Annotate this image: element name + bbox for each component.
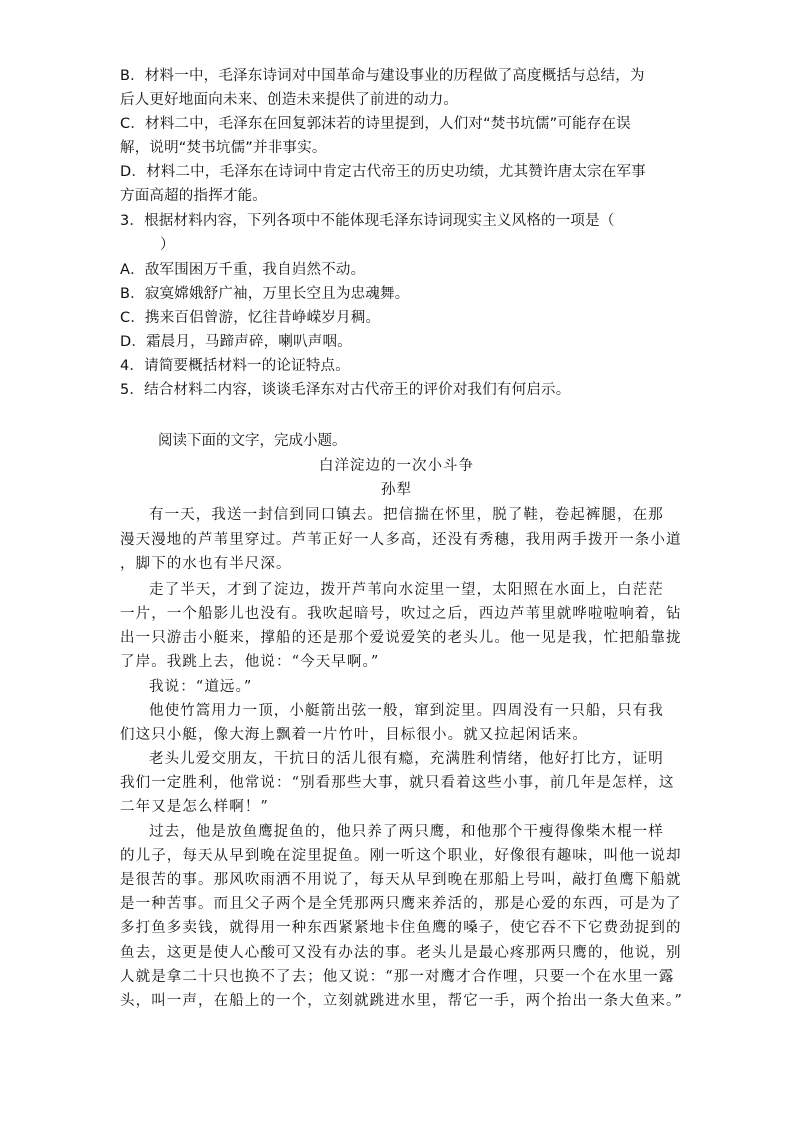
question-4: 4．请简要概括材料一的论证特点。 [120,358,350,374]
question-3-option-c: C．携来百侣曾游，忆往昔峥嵘岁月稠。 [120,310,381,326]
story-line: 头，叫一声，在船上的一个，立刻就跳进水里，帮它一手，两个抬出一条大鱼来。” [120,993,683,1009]
story-line: 我说：“道远。” [149,679,253,695]
story-author: 孙犁 [381,482,412,498]
story-line: 老头儿爱交朋友，干抗日的活儿很有瘾，充满胜利情绪，他好打比方，证明 [149,751,664,767]
question-3-option-b: B．寂寞嫦娥舒广袖，万里长空且为忠魂舞。 [120,286,410,302]
story-line: 们这只小艇，像大海上飘着一片竹叶，目标很小。就又拉起闲话来。 [120,727,588,743]
story-line: 出一只游击小艇来，撑船的还是那个爱说爱笑的老头儿。他一见是我，忙把船靠拢 [120,630,682,646]
reading-intro: 阅读下面的文字，完成小题。 [158,433,347,449]
question-3-option-d: D．霜晨月，马蹄声碎，喇叭声咽。 [120,334,352,350]
story-line: ，脚下的水也有半尺深。 [120,556,292,572]
story-line: 他使竹篙用力一顶，小艇箭出弦一般，窜到淀里。四周没有一只船，只有我 [149,703,664,719]
story-line: 鱼去，这更是使人心酸可又没有办法的事。老头儿是最心疼那两只鹰的，他说，别 [120,945,682,961]
story-line: 了岸。我跳上去，他说：“今天早啊。” [120,654,380,670]
story-line: 我们一定胜利，他常说：“别看那些大事，就只看着这些小事，前几年是怎样，这 [120,775,675,791]
story-line: 的儿子，每天从早到晚在淀里捉鱼。刚一听这个职业，好像很有趣味，叫他一说却 [120,848,682,864]
story-title: 白洋淀边的一次小斗争 [319,458,474,474]
story-line: 二年又是怎么样啊！” [120,799,269,815]
story-line: 是一种苦事。而且父子两个是全凭那两只鹰来养活的，那是心爱的东西，可是为了 [120,896,682,912]
story-line: 是很苦的事。那风吹雨洒不用说了，每天从早到晚在那船上号叫，敲打鱼鹰下船就 [120,872,682,888]
option-c-line-1: C．材料二中，毛泽东在回复郭沫若的诗里提到，人们对“焚书坑儒”可能存在误 [120,116,631,132]
story-line: 漫天漫地的芦苇里穿过。芦苇正好一人多高，还没有秀穗，我用两手拨开一条小道 [120,532,682,548]
story-line: 多打鱼多卖钱，就得用一种东西紧紧地卡住鱼鹰的嗓子，使它吞不下它费劲捉到的 [120,920,682,936]
story-line: 人就是拿二十只也换不了去；他又说：“那一对鹰才合作哩，只要一个在水里一露 [120,969,675,985]
question-5: 5．结合材料二内容，谈谈毛泽东对古代帝王的评价对我们有何启示。 [120,382,571,398]
question-3-bracket: ） [160,237,175,253]
story-line: 一片，一个船影儿也没有。我吹起暗号，吹过之后，西边芦苇里就哗啦啦响着，钻 [120,606,682,622]
question-3-option-a: A．敌军围困万千重，我自岿然不动。 [120,262,366,278]
option-d-line-1: D．材料二中，毛泽东在诗词中肯定古代帝王的历史功绩，尤其赞许唐太宗在军事 [120,164,646,180]
option-b-line-1: B．材料一中，毛泽东诗词对中国革命与建设事业的历程做了高度概括与总结，为 [120,68,645,84]
question-3-stem: 3．根据材料内容，下列各项中不能体现毛泽东诗词现实主义风格的一项是（ [120,213,615,229]
option-d-line-2: 方面高超的指挥才能。 [120,188,267,204]
option-b-line-2: 后人更好地面向未来、创造未来提供了前进的动力。 [120,92,459,108]
story-line: 过去，他是放鱼鹰捉鱼的，他只养了两只鹰，和他那个干瘦得像柴木棍一样 [149,824,664,840]
story-line: 走了半天，才到了淀边，拨开芦苇向水淀里一望，太阳照在水面上，白茫茫 [149,582,664,598]
option-c-line-2: 解，说明“焚书坑儒”并非事实。 [120,140,327,156]
story-line: 有一天，我送一封信到同口镇去。把信揣在怀里，脱了鞋，卷起裤腿，在那 [149,507,664,523]
